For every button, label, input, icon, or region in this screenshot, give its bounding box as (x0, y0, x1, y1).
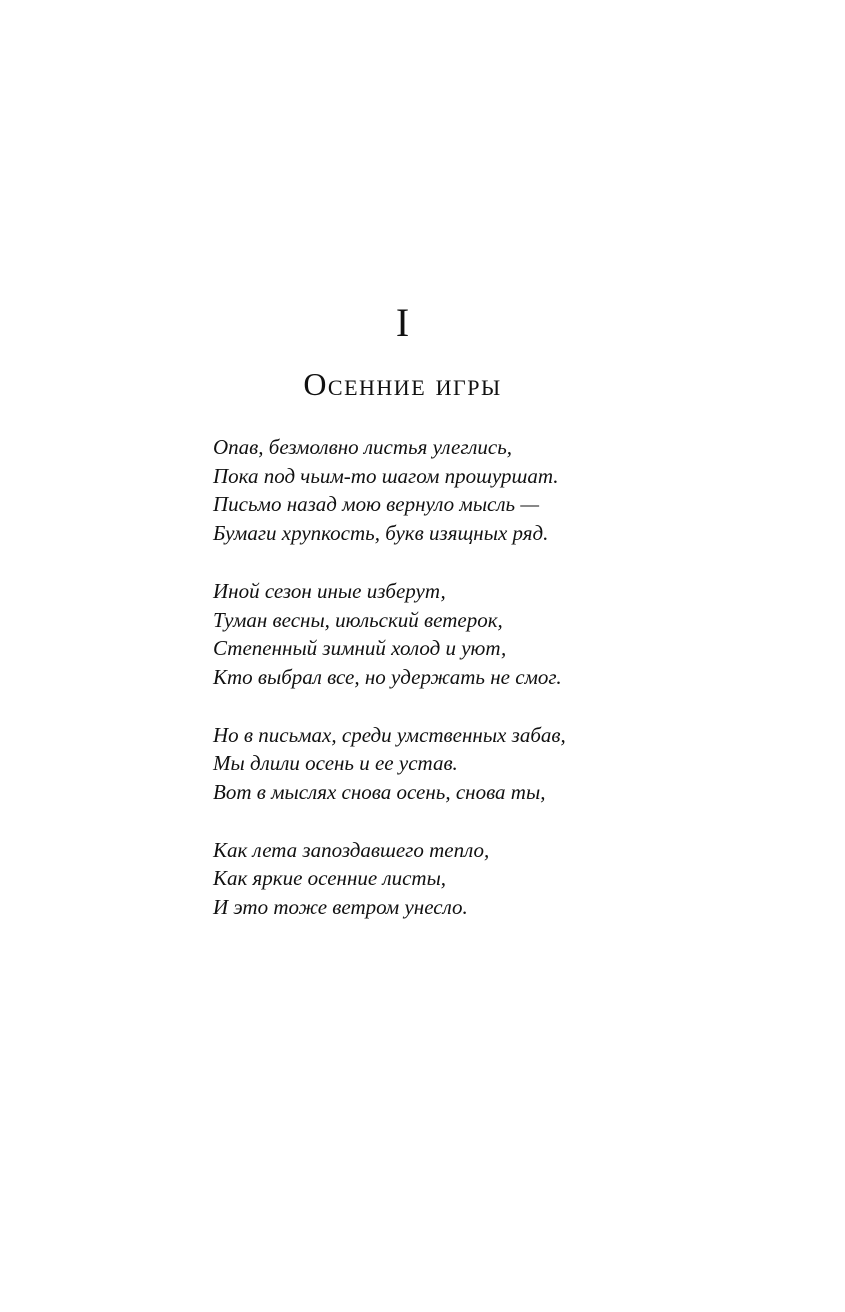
stanza-2 (213, 577, 773, 692)
poem-line: И это тоже ветром унесло. (213, 895, 468, 920)
chapter-title: Осенние игры (303, 366, 502, 402)
stanza-1 (213, 433, 773, 548)
poem-line: Кто выбрал все, но удержать не смог. (213, 664, 562, 689)
poem-line: Как яркие осенние листы, (213, 866, 447, 891)
poem-line: Опав, безмолвно листья улеглись, (213, 435, 513, 459)
poem (213, 433, 773, 951)
poem-line: Туман весны, июльский ветерок, (213, 607, 503, 632)
stanza-3 (213, 721, 773, 807)
poem-line: Пока под чьим-то шагом прошуршат. (213, 463, 559, 488)
poem-line: Вот в мыслях снова осень, снова ты, (213, 780, 546, 805)
stanza-4 (213, 836, 773, 922)
poem-line: Как лета запоздавшего тепло, (213, 837, 490, 862)
poem-line: Степенный зимний холод и уют, (213, 636, 507, 661)
poem-line: Письмо назад мою вернуло мысль — (213, 492, 539, 517)
chapter-number: I (395, 300, 410, 345)
poem-line: Иной сезон иные изберут, (213, 578, 446, 603)
poem-line: Бумаги хрупкость, букв изящных ряд. (213, 521, 549, 546)
poem-line: Мы длили осень и ее устав. (213, 751, 458, 776)
poem-line: Но в письмах, среди умственных забав, (213, 722, 566, 747)
